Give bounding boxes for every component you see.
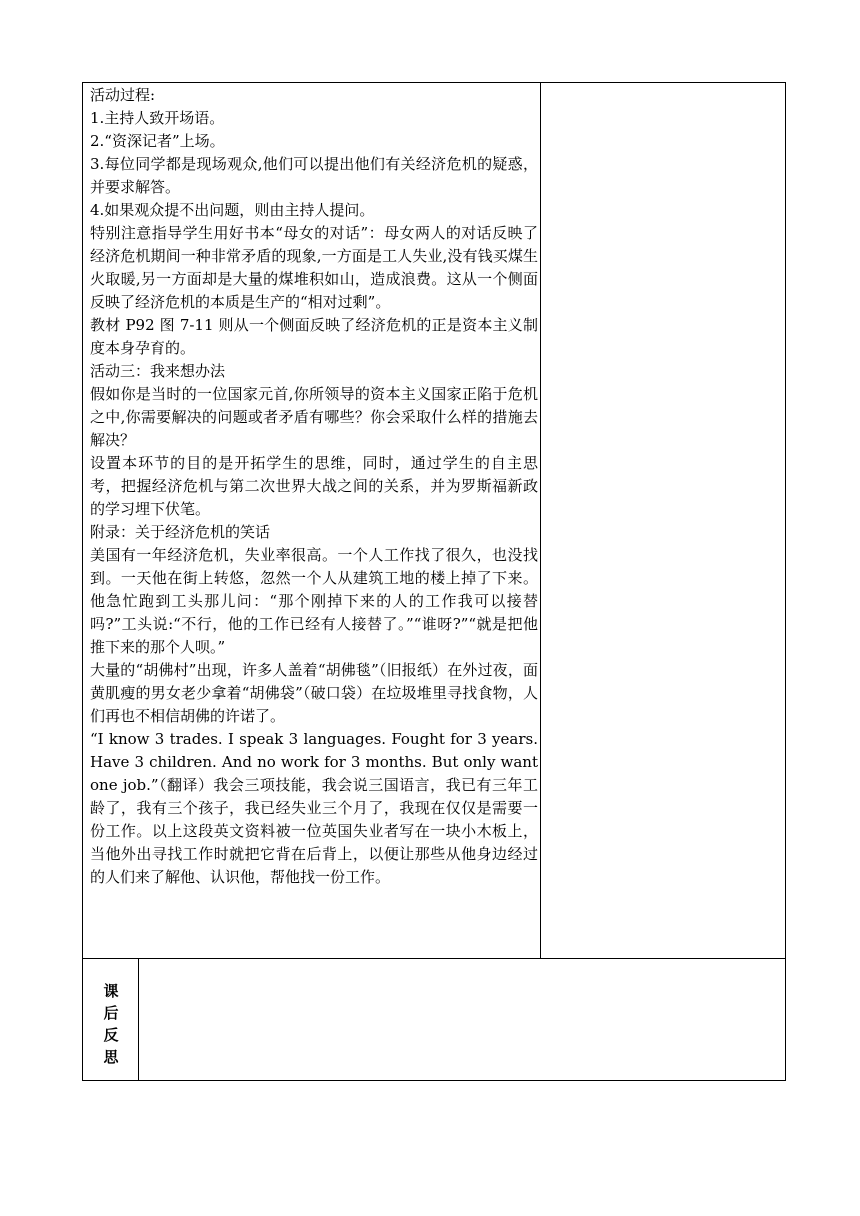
paragraph: 附录：关于经济危机的笑话 (90, 523, 271, 541)
paragraph: 美国有一年经济危机，失业率很高。一个人工作找了很久，也没找到。一天他在街上转悠，忽然一个人从建筑工地的楼上掉了下来。他急忙跑到工头那儿问：“那个刚掉下来的人的工作我可以接替吗?”工头说:“不行，他的工作已经有人接替了。”“谁呀?”“就是把他推下来的那个人呗。” (90, 546, 538, 656)
paragraph: 教材 P92 图 7-11 则从一个侧面反映了经济危机的正是资本主义制度本身孕育的。 (90, 316, 538, 357)
paragraph: 大量的“胡佛村”出现，许多人盖着“胡佛毯”（旧报纸）在外过夜，面黄肌瘦的男女老少拿着“胡佛袋”（破口袋）在垃圾堆里寻找食物，人们再也不相信胡佛的许诺了。 (90, 661, 538, 725)
column-divider (540, 82, 541, 959)
reflection-label (84, 980, 138, 1068)
reflection-cell[interactable] (139, 959, 785, 1080)
paragraph: 4.如果观众提不出问题，则由主持人提问。 (90, 201, 375, 219)
reflection-label-char: 课 (103, 982, 119, 1000)
activity-content (90, 84, 538, 889)
paragraph: 特别注意指导学生用好书本“母女的对话”：母女两人的对话反映了经济危机期间一种非常矛盾的现象,一方面是工人失业,没有钱买煤生火取暖,另一方面却是大量的煤堆积如山，造成浪费。这从一个侧面反映了经济危机的本质是生产的“相对过剩”。 (90, 224, 538, 311)
paragraph: 1.主持人致开场语。 (90, 109, 225, 127)
reflection-label-char: 反 (103, 1026, 119, 1044)
reflection-label-char: 后 (103, 1004, 119, 1022)
paragraph: 设置本环节的目的是开拓学生的思维，同时，通过学生的自主思考，把握经济危机与第二次世界大战之间的关系，并为罗斯福新政的学习埋下伏笔。 (90, 454, 538, 518)
reflection-label-char: 思 (103, 1048, 119, 1066)
paragraph: 活动过程: (90, 86, 156, 104)
table-border-right (785, 82, 786, 1081)
table-border-top (82, 82, 786, 83)
table-border-bottom (82, 1080, 786, 1081)
table-border-left (82, 82, 83, 1081)
paragraph: 活动三：我来想办法 (90, 362, 226, 380)
paragraph: 假如你是当时的一位国家元首,你所领导的资本主义国家正陷于危机之中,你需要解决的问题或者矛盾有哪些？你会采取什么样的措施去解决？ (90, 385, 538, 449)
paragraph: 3.每位同学都是现场观众,他们可以提出他们有关经济危机的疑惑，并要求解答。 (90, 155, 538, 196)
paragraph: “I know 3 trades. I speak 3 languages. Fought for 3 years. Have 3 children. And no work for 3 months. But only want one job.”（翻译）我会三项技能，我会说三国语言，我已有三年工龄了，我有三个孩子，我已经失业三个月了，我现在仅仅是需要一份工作。以上这段英文资料被一位英国失业者写在一块小木板上，当他外出寻找工作时就把它背在后背上，以便让那些从他身边经过的人们来了解他、认识他，帮他找一份工作。 (90, 730, 538, 886)
paragraph: 2.“资深记者”上场。 (90, 132, 225, 150)
